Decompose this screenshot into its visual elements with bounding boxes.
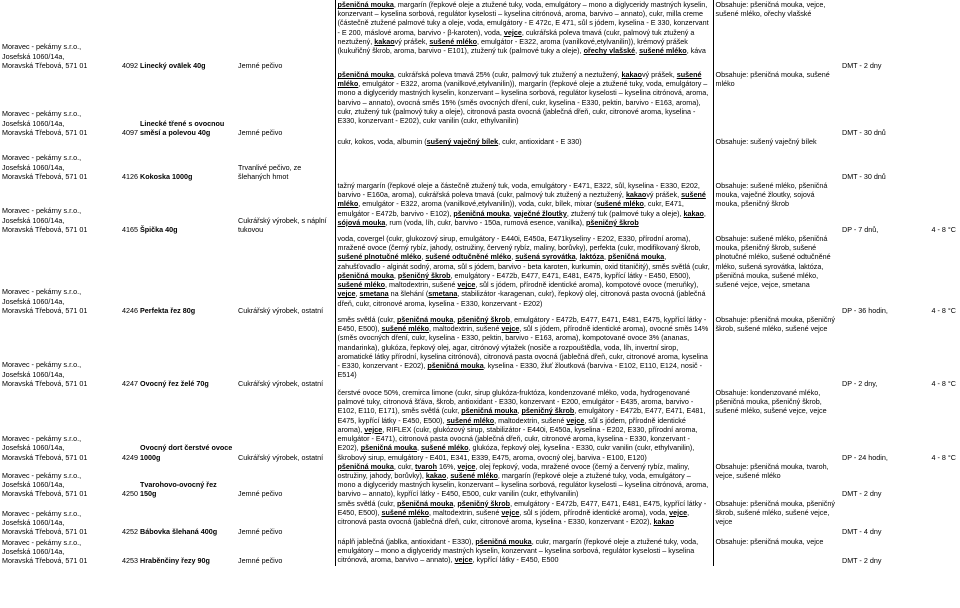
product-category: Jemné pečivo (238, 527, 283, 537)
allergens-cell: Obsahuje: pšeničná mouka, vejce, sušené mléko, ořechy vlašské (713, 0, 840, 70)
shelf-life: DMT - 2 dny (842, 489, 882, 499)
producer-cell (0, 462, 120, 499)
producer-cell (0, 0, 120, 70)
product-category: Jemné pečivo (238, 556, 283, 566)
producer-line: Moravec - pekárny s.r.o., (2, 537, 82, 547)
producer-line: Josefská 1060/14a, (2, 162, 65, 172)
table-row (0, 315, 960, 388)
producer-cell (0, 388, 120, 462)
product-name: Bábovka šlehaná 400g (140, 527, 218, 537)
ingredients-cell: směs světlá (cukr, pšeničná mouka, pšeničný škrob, emulgátory - E472b, E477, E471, E481, E475, kypřící látky - E450, E500), sušené mléko, maltodextrin, sušené vejce, sůl s jódem, přírodně identické aroma), voda, vejce, citronová pasta ovocná (jablečná dřeň, cukr, citronové aroma, kyselina - E330, konzervant - E202), kakao (335, 499, 713, 537)
producer-line: Moravská Třebová, 571 01 (2, 378, 88, 388)
product-category: Jemné pečivo (238, 60, 283, 70)
ingredients-cell: voda, covergel (cukr, glukozový sirup, emulgátory - E440i, E450a, E471kyseliny - E202, E330, přírodní aroma), mražené ovoce (černý rybíz, jahody, ostružiny, červený rybíz, maliny, borůvky), perfekta (cukr, modifikovaný škrob, sušené plnotučné mléko, sušené odtučněné mléko, sušená syrovátka, laktóza, pšeničná mouka, zahušťovadlo - alginát sodný, aroma, sůl s jódem, barvivo - beta karoten, kurkumin, oxid titaničitý), směs světlá (cukr, pšeničná mouka, pšeničný škrob, emulgátory - E472b, E477, E471, E481, E475, kypřící látky - E450, E500), sušené mléko, maltodextrin, sušené vejce, sůl s jódem, přírodně identické aroma), kompotové ovoce (meruňky), vejce, smetana na šlehání (smetana, stabilizátor -karagenan, cukr), řepkový olej, citronová pasta ovocná (jablečná dřeň, cukr, citronové aroma, kyselina - E330, konzervant - E202) (335, 234, 713, 315)
product-name: Linecké třené s ovocnou směsí a polevou 40g (140, 118, 225, 137)
producer-cell (0, 137, 120, 181)
producer-line: Moravská Třebová, 571 01 (2, 171, 88, 181)
allergens-cell: Obsahuje: pšeničná mouka, vejce (713, 537, 840, 566)
producer-line: Moravská Třebová, 571 01 (2, 224, 88, 234)
producer-line: Moravec - pekárny s.r.o., (2, 470, 82, 480)
product-name: Kokoska 1000g (140, 171, 193, 181)
producer-line: Moravská Třebová, 571 01 (2, 127, 88, 137)
producer-line: Moravec - pekárny s.r.o., (2, 434, 82, 444)
producer-line: Moravec - pekárny s.r.o., (2, 109, 82, 119)
product-number: 4252 (122, 527, 138, 537)
product-name: Ovocný dort čerstvé ovoce 1000g (140, 443, 233, 462)
shelf-life: DMT - 30 dnů (842, 127, 886, 137)
product-number: 4165 (122, 224, 138, 234)
producer-line: Moravec - pekárny s.r.o., (2, 508, 82, 518)
product-category: Trvanlivé pečivo, ze šlehaných hmot (238, 162, 302, 181)
product-category: Cukrářský výrobek, ostatní (238, 305, 324, 315)
producer-line: Moravec - pekárny s.r.o., (2, 153, 82, 163)
producer-line: Josefská 1060/14a, (2, 443, 65, 453)
table-row (0, 388, 960, 462)
allergens-cell: Obsahuje: pšeničná mouka, sušené mléko (713, 70, 840, 137)
product-number: 4249 (122, 452, 138, 462)
shelf-life: DP - 24 hodin, (842, 452, 888, 462)
producer-line: Moravská Třebová, 571 01 (2, 556, 88, 566)
storage-temperature: 4 - 8 °C (931, 378, 956, 388)
table-row (0, 0, 960, 70)
allergens-cell: Obsahuje: pšeničná mouka, pšeničný škrob, sušené mléko, sušené vejce, vejce (713, 499, 840, 537)
producer-line: Moravská Třebová, 571 01 (2, 452, 88, 462)
storage-temperature: 4 - 8 °C (931, 452, 956, 462)
product-category: Cukrářský výrobek, ostatní (238, 452, 324, 462)
producer-line: Moravec - pekárny s.r.o., (2, 287, 82, 297)
shelf-life: DMT - 2 dny (842, 60, 882, 70)
product-category: Cukrářský výrobek, ostatní (238, 378, 324, 388)
storage-temperature (909, 0, 960, 70)
producer-line: Josefská 1060/14a, (2, 480, 65, 490)
product-number: 4126 (122, 171, 138, 181)
ingredients-cell: tažný margarín (řepkové oleje a částečně ztužený tuk, voda, emulgátory - E471, E322, sůl, kyselina - E330, E202, barvivo - E160a, aroma), cukrářská poleva tmavá (cukr, palmový tuk ztužený a neztužený, kakaový prášek, sušené mléko, emulgátor - E322, aroma (vanilkové,etylvanilin)), voda, cukr, bílek, mixar (sušené mléko, cukr, E471, emulgátor - E472b, barvivo - E102), pšeničná mouka, vaječné žloutky, ztužený tuk (palmové tuky a oleje), kakao, sójová mouka, rum (voda, líh, cukr, barvivo - 150a, rumová esence, vanilka), pšeničný škrob (335, 181, 713, 234)
storage-temperature (909, 70, 960, 137)
product-number: 4250 (122, 489, 138, 499)
table-row (0, 499, 960, 537)
product-category: Jemné pečivo (238, 489, 283, 499)
product-category: Jemné pečivo (238, 127, 283, 137)
shelf-life: DP - 7 dnů, (842, 224, 879, 234)
producer-line: Josefská 1060/14a, (2, 215, 65, 225)
allergens-cell: Obsahuje: kondenzované mléko, pšeničná mouka, pšeničný škrob, sušené mléko, sušené vejce, vejce (713, 388, 840, 462)
product-number: 4246 (122, 305, 138, 315)
storage-temperature: 4 - 8 °C (931, 305, 956, 315)
producer-line: Josefská 1060/14a, (2, 296, 65, 306)
ingredients-cell: pšeničná mouka, cukrářská poleva tmavá 25% (cukr, palmový tuk ztužený a neztužený, kakaový prášek, sušené mléko, emulgátor - E322, aroma (vanilkové,etylvanilin)), margarín (řepkové oleje a ztužené tuky, voda, emulgátory – mono a diglyceridy mastných kyselin, konzervant – kyselina sorbová, regulátor kyselosti – kyselina citrónová, aroma, barvivo – annato), ovocná směs 15% (směs ovocných dření, cukr, kyselina - E330, pektin, barvivo - E163, aroma), cukr, ztužený tuk (palmový tuky a oleje), citronová pasta ovocná (jablečná dřeň, cukr, citronové aroma, kyselina - E330, konzervant - E202), cukr vanilin (cukr, ethylvanilin) (335, 70, 713, 137)
product-name: Linecký ovālek 40g (140, 60, 206, 70)
shelf-life: DMT - 2 dny (842, 556, 882, 566)
shelf-life: DP - 36 hodin, (842, 305, 888, 315)
ingredients-cell: pšeničná mouka, cukr, tvaroh 16%, vejce, olej řepkový, voda, mražené ovoce (černý a červený rybíz, maliny, ostružiny, jahody, borůvky), kakao, sušené mléko, margarín (řepkové oleje a ztužené tuky, voda, emulgátory – mono a diglyceridy mastných kyselin, konzervant – kyselina sorbová, regulátor kyselosti – kyselina citrónová, aroma, barvivo – annato), kypřící látky - E450, E500, cukr vanilin (cukr, ethylvanilin) (335, 462, 713, 499)
shelf-life: DMT - 30 dnů (842, 171, 886, 181)
table-row (0, 234, 960, 315)
storage-temperature: 4 - 8 °C (931, 224, 956, 234)
table-row (0, 181, 960, 234)
producer-line: Moravec - pekárny s.r.o., (2, 42, 82, 52)
product-name: Perfekta řez 80g (140, 305, 196, 315)
table-row (0, 462, 960, 499)
allergens-cell: Obsahuje: sušené mléko, pšeničná mouka, vaječné žloutky, sojová mouka, pšeničný škrob (713, 181, 840, 234)
product-number: 4092 (122, 60, 138, 70)
producer-line: Moravská Třebová, 571 01 (2, 527, 88, 537)
producer-cell (0, 70, 120, 137)
ingredients-cell: náplň jablečná (jablka, antioxidant - E330), pšeničná mouka, cukr, margarín (řepkové oleje a ztužené tuky, voda, emulgátory – mono a diglyceridy mastných kyselin, konzervant – kyselina sorbová, regulátor kyselosti – kyselina citrónová, aroma, barvivo – annato), vejce, kypřící látky - E450, E500 (335, 537, 713, 566)
storage-temperature (909, 537, 960, 566)
producer-line: Moravská Třebová, 571 01 (2, 305, 88, 315)
shelf-life: DMT - 4 dny (842, 527, 882, 537)
product-name: Tvarohovo-ovocný řez 150g (140, 480, 217, 499)
producer-line: Josefská 1060/14a, (2, 369, 65, 379)
allergens-cell: Obsahuje: sušené mléko, pšeničná mouka, pšeničný škrob, sušené plnotučné mléko, sušené odtučněné mléko, sušená syrovátka, laktóza, pšeničná mouka, sušené mléko, sušené vejce, vejce, smetana (713, 234, 840, 315)
producer-line: Josefská 1060/14a, (2, 518, 65, 528)
product-name: Ovocný řez želé 70g (140, 378, 209, 388)
producer-line: Moravec - pekárny s.r.o., (2, 360, 82, 370)
product-number: 4097 (122, 127, 138, 137)
storage-temperature (909, 137, 960, 181)
product-name: Hraběnčiny řezy 90g (140, 556, 210, 566)
product-number: 4247 (122, 378, 138, 388)
producer-line: Moravec - pekárny s.r.o., (2, 206, 82, 216)
product-name: Špička 40g (140, 224, 178, 234)
allergens-cell: Obsahuje: sušený vaječný bílek (713, 137, 840, 181)
storage-temperature (909, 462, 960, 499)
allergens-cell: Obsahuje: pšeničná mouka, tvaroh, vejce, sušené mléko (713, 462, 840, 499)
producer-cell (0, 234, 120, 315)
producer-line: Josefská 1060/14a, (2, 51, 65, 61)
ingredients-cell: pšeničná mouka, margarín (řepkové oleje a ztužené tuky, voda, emulgátory – mono a diglyceridy mastných kyselin, konzervant – kyselina sorbová, regulátor kyselosti – kyselina citrónová, aroma, barvivo – annato), cukr, milla creme (částečně ztužené palmové tuky a oleje, voda, emulgátory - E 472c, E 471, sůl s jódem, kyselina - E 330, konzervant - E 200, máslové aroma, barvivo - β-karoten), voda, vejce, cukrářská poleva tmavá (cukr, palmový tuk ztužený a neztužený, kakaový prášek, sušené mléko, emulgátor - E322, aroma (vanilkové,etylvanilin)), krémový prášek (kukuřičný škrob, aroma, barvivo - E101), ztužený tuk (palmové tuky a oleje), ořechy vlašské, sušené mléko, káva (335, 0, 713, 70)
allergens-cell: Obsahuje: pšeničná mouka, pšeničný škrob, sušené mléko, sušené vejce (713, 315, 840, 388)
table-row (0, 137, 960, 181)
producer-cell (0, 537, 120, 566)
ingredients-cell: směs světlá (cukr, pšeničná mouka, pšeničný škrob, emulgátory - E472b, E477, E471, E481, E475, kypřící látky - E450, E500), sušené mléko, maltodextrin, sušené vejce, sůl s jódem, přírodně identické aroma), ovocné směs 14% (směs ovocných dření, cukr, kyselina - E330, pektin, barvivo - E163, aroma), kompotované ovoce 3% (ananas, mandarinka), glukóza, řepkový olej, agar, citrónový výtažek (nosiče a rozpouštědla, voda, líh, invertní sirop, aromatické látky přírodní, kyselina citrónová), citronová pasta ovocná (jablečná dřeň, cukr, citronové aroma, kyselina - E330, konzervant - E202), pšeničná mouka, kyselina - E330, žluť žloutková (barviva - E102, E110, E124, nosič - E514) (335, 315, 713, 388)
ingredients-cell: čerstvé ovoce 50%, cremirca limone (cukr, sirup glukóza-fruktóza, kondenzované mléko, voda, hydrogenované palmové tuky, citronová šťáva, škrob, antioxidant - E330, konzervant - E200, emulgátor - E435, aroma, barvivo - E102, E110, E171), směs světlá (cukr, pšeničná mouka, pšeničný škrob, emulgátory - E472b, E477, E471, E481, E475, kypřící látky - E450, E500), sušené mléko, maltodextrin, sušené vejce, sůl s jódem, přírodně identické aroma), vejce, RIFLEX (cukr, glukózový sirup, stabilizátor - E440i, E450a, kyselina - E202, E330, přírodní aroma, emulgátor - E471), citronová pasta ovocná (jablečná dřeň, cukr, citronové aroma, kyselina - E330, konzervant - E202), pšeničná mouka, sušené mléko, glukóza, řepkový olej, kyselina - E330, cukr vanilin (cukr, ethylvanilin), škrobový sirup, emulgátory - E401, E341, E339, E475, aroma, ovocný olej, barviva - E100, E120) (335, 388, 713, 462)
producer-line: Josefská 1060/14a, (2, 118, 65, 128)
table-row (0, 537, 960, 566)
ingredients-cell: cukr, kokos, voda, albumin (sušený vaječný bílek, cukr, antioxidant - E 330) (335, 137, 713, 181)
product-category: Cukrářský výrobek, s náplní tukovou (238, 215, 327, 234)
producer-cell (0, 181, 120, 234)
table-row (0, 70, 960, 137)
shelf-life: DP - 2 dny, (842, 378, 878, 388)
storage-temperature (909, 499, 960, 537)
producer-line: Moravská Třebová, 571 01 (2, 489, 88, 499)
producer-line: Moravská Třebová, 571 01 (2, 60, 88, 70)
product-number: 4253 (122, 556, 138, 566)
producer-cell (0, 315, 120, 388)
producer-cell (0, 499, 120, 537)
producer-line: Josefská 1060/14a, (2, 547, 65, 557)
